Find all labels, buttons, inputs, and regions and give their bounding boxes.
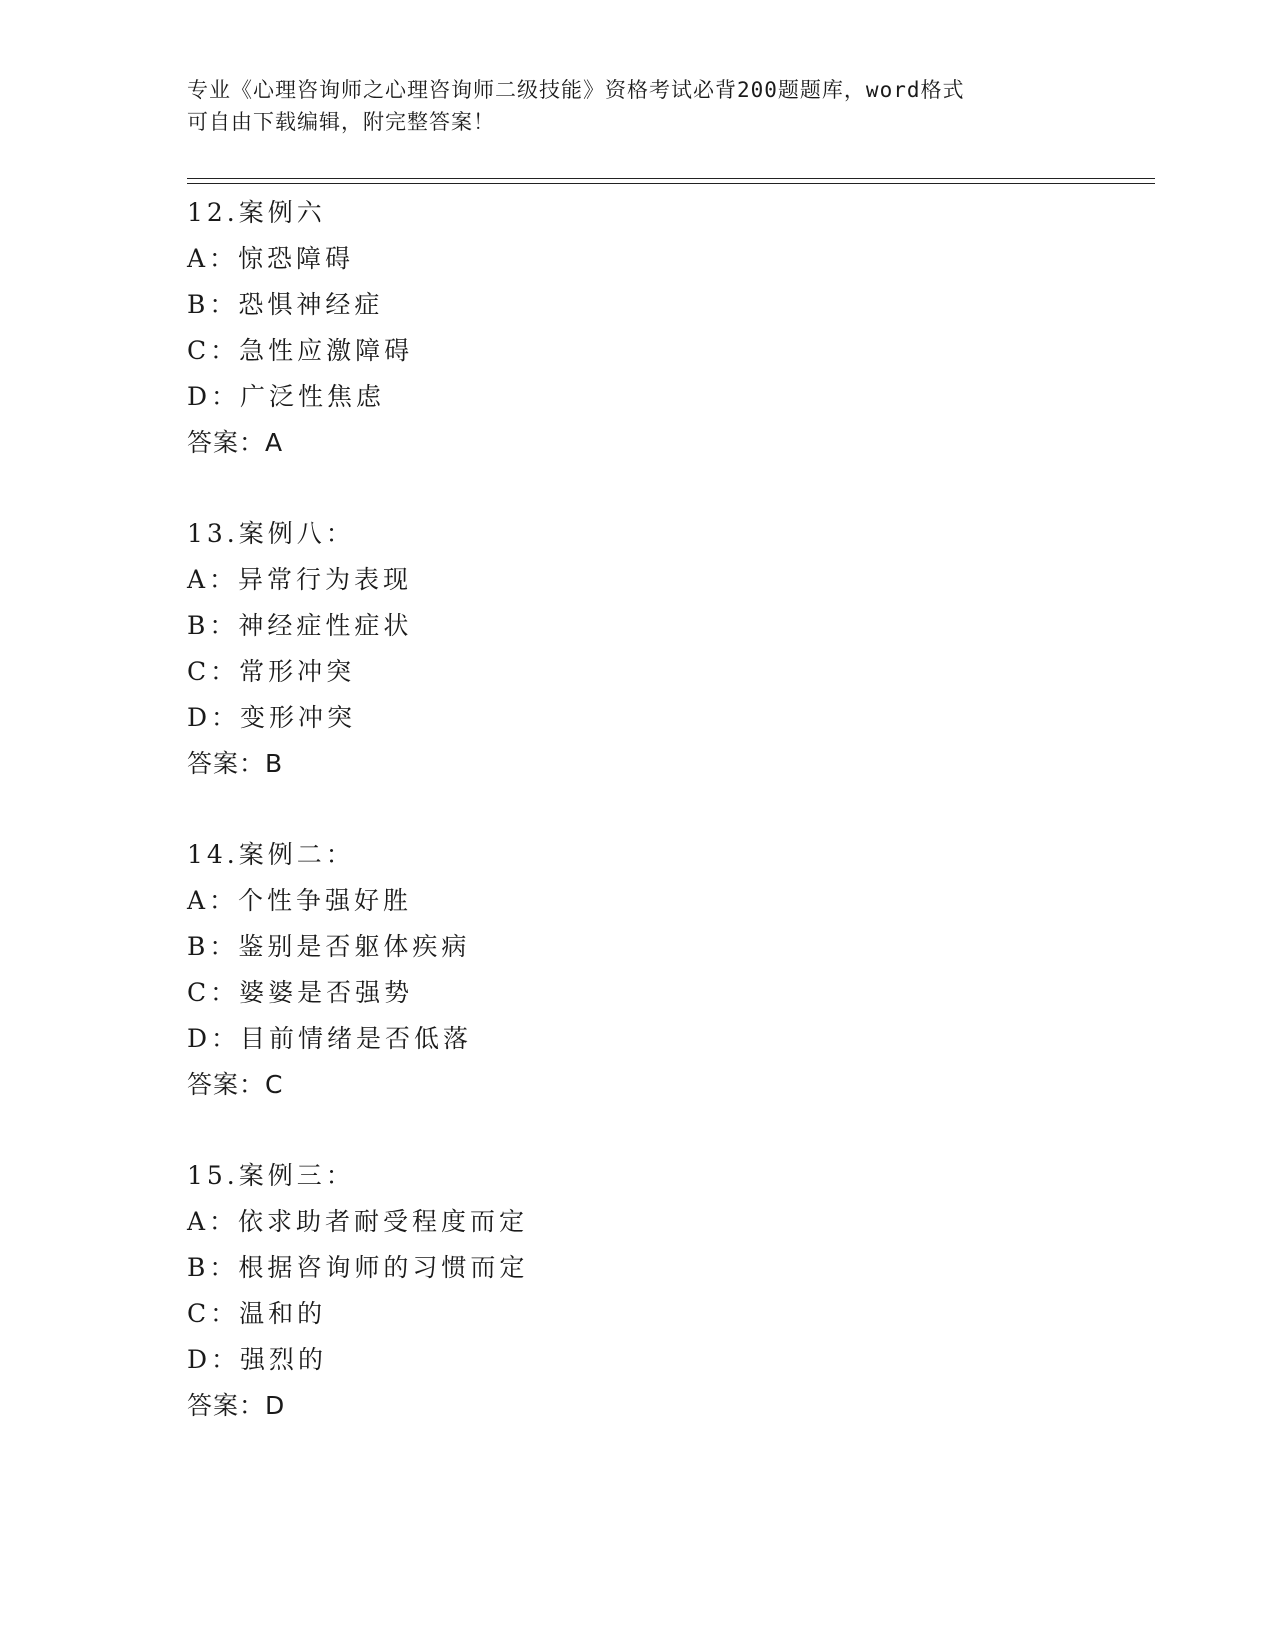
question-list — [187, 190, 1155, 1474]
header-line-2: 可自由下载编辑，附完整答案！ — [187, 110, 495, 134]
answer-line: 答案：D — [187, 1391, 286, 1420]
option-c: C：婆婆是否强势 — [187, 978, 414, 1007]
header-divider-bottom — [187, 183, 1155, 184]
option-d: D：目前情绪是否低落 — [187, 1024, 473, 1053]
option-b: B：恐惧神经症 — [187, 290, 384, 319]
option-b: B：鉴别是否躯体疾病 — [187, 932, 471, 961]
answer-line: 答案：B — [187, 749, 284, 778]
question-title: 14.案例二： — [187, 840, 355, 869]
question-item — [187, 511, 1155, 787]
option-c: C：温和的 — [187, 1299, 327, 1328]
question-title: 12.案例六 — [187, 198, 326, 227]
option-a: A：惊恐障碍 — [187, 244, 355, 273]
option-c: C：急性应激障碍 — [187, 336, 414, 365]
document-header — [187, 74, 1087, 138]
option-d: D：强烈的 — [187, 1345, 328, 1374]
question-title: 15.案例三： — [187, 1161, 355, 1190]
option-d: D：变形冲突 — [187, 703, 357, 732]
question-title: 13.案例八： — [187, 519, 355, 548]
header-divider-top — [187, 178, 1155, 179]
option-b: B：神经症性症状 — [187, 611, 413, 640]
question-item — [187, 1153, 1155, 1429]
option-a: A：依求助者耐受程度而定 — [187, 1207, 529, 1236]
option-c: C：常形冲突 — [187, 657, 356, 686]
option-b: B：根据咨询师的习惯而定 — [187, 1253, 529, 1282]
answer-line: 答案：A — [187, 428, 284, 457]
header-line-1: 专业《心理咨询师之心理咨询师二级技能》资格考试必背200题题库，word格式 — [187, 78, 965, 102]
option-a: A：个性争强好胜 — [187, 886, 413, 915]
answer-line: 答案：C — [187, 1070, 284, 1099]
option-a: A：异常行为表现 — [187, 565, 413, 594]
question-item — [187, 832, 1155, 1108]
question-item — [187, 190, 1155, 466]
option-d: D：广泛性焦虑 — [187, 382, 386, 411]
